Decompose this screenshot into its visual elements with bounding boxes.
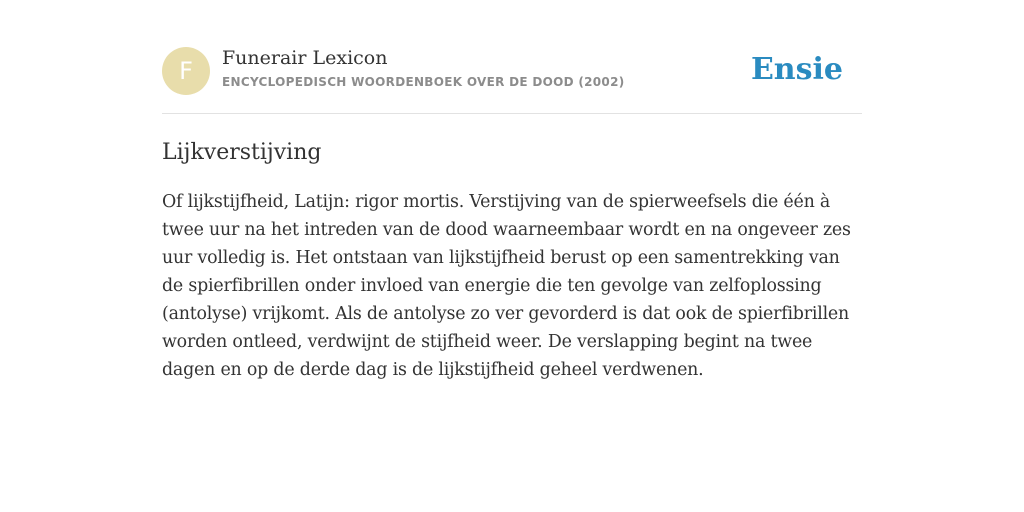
source-avatar[interactable]: F [162,47,210,95]
source-header [162,46,862,114]
ensie-logo[interactable]: Ensie [750,52,843,87]
entry-card [162,46,862,384]
entry-body: Of lijkstijfheid, Latijn: rigor mortis. Verstijving van de spierweefsels die één à twee uur na het intreden van de dood waarneembaar wordt en na ongeveer zes uur volledig is. Het ontstaan van lijkstijfheid berust op een samentrekking van de spierfibrillen onder invloed van energie die ten gevolge van zelfoplossing (antolyse) vrijkomt. Als de antolyse zo ver gevorderd is dat ook de spierfibrillen worden ontleed, verdwijnt de stijfheid weer. De verslapping begint na twee dagen en op de derde dag is de lijkstijfheid geheel verdwenen. [162,192,851,380]
source-title[interactable]: Funerair Lexicon [222,47,388,69]
entry-title: Lijkverstijving [162,140,322,165]
source-subtitle: ENCYCLOPEDISCH WOORDENBOEK OVER DE DOOD (2002) [222,75,625,89]
